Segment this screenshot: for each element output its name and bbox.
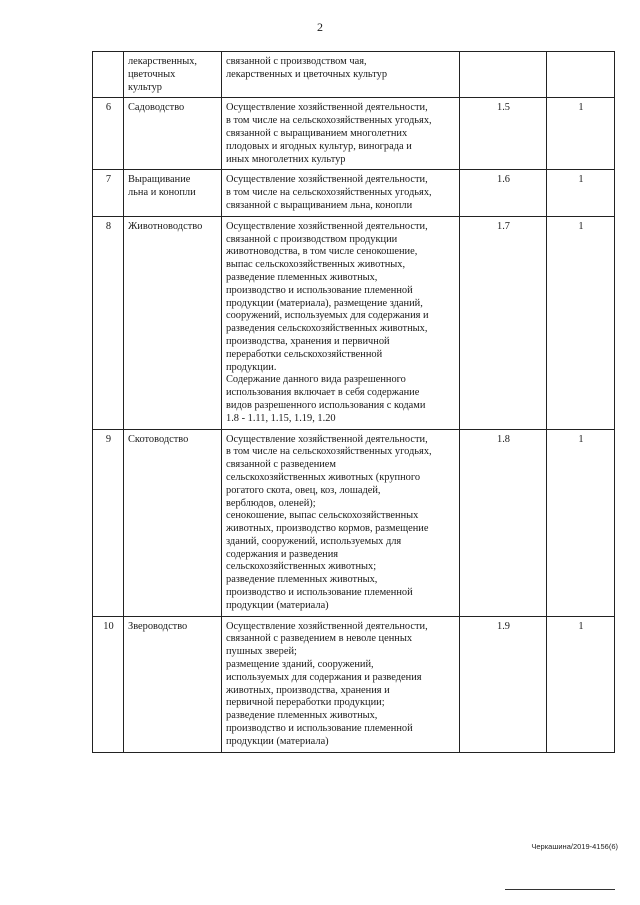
description-line: связанной с производством чая, [226,56,367,67]
description-line: продукции (материала), размещение зданий, [226,297,423,309]
description-line: связанной с разведением в неволе ценных [226,633,413,645]
description-line: сельскохозяйственных животных; [226,561,377,573]
description-line: связанной с выращиванием многолетних [226,127,408,139]
use-type-name-cell [124,52,222,98]
description-line: в том числе на сельскохозяйственных угодьях, [226,115,432,127]
description-line: пушных зверей; [226,646,297,658]
table-row [93,616,615,752]
use-type-description-cell [222,98,460,170]
use-type-name-cell [124,429,222,616]
count-cell: 1 [547,429,615,616]
description-line: плодовых и ягодных культур, винограда и [226,140,412,152]
count-cell [547,52,615,98]
row-number-cell: 10 [93,616,124,752]
description-line: сельскохозяйственных животных (крупного [226,471,421,483]
description-line: Осуществление хозяйственной деятельности, [226,174,428,186]
use-type-name-cell [124,170,222,216]
description-line: Осуществление хозяйственной деятельности, [226,102,428,114]
use-type-description-cell [222,52,460,98]
row-number-cell: 6 [93,98,124,170]
description-line: разведение племенных животных, [226,710,378,722]
classifier-code-cell: 1.9 [460,616,547,752]
use-type-name-line: Звероводство [128,620,188,632]
description-line: связанной с разведением [226,459,336,471]
use-type-name-line: Животноводство [128,220,203,232]
table-row [93,429,615,616]
description-line: сооружений, используемых для содержания и [226,310,429,322]
description-line: в том числе на сельскохозяйственных угодьях, [226,446,432,458]
description-line: 1.8 - 1.11, 1.15, 1.19, 1.20 [226,412,336,424]
classifier-code-cell: 1.7 [460,216,547,429]
description-line: животных, производства, хранения и [226,684,390,696]
description-line: производство и использование племенной [226,284,413,296]
description-line: первичной переработки продукции; [226,697,385,709]
use-type-description-cell [222,429,460,616]
classifier-code-cell [460,52,547,98]
description-line: производства, хранения и первичной [226,335,390,347]
row-number-cell: 8 [93,216,124,429]
classifier-code-cell: 1.6 [460,170,547,216]
table-row [93,52,615,98]
count-cell: 1 [547,170,615,216]
description-line: разведение племенных животных, [226,574,378,586]
row-number-cell [93,52,124,98]
use-type-description-cell [222,170,460,216]
footer-divider [505,889,615,890]
description-line: продукции (материала) [226,735,329,747]
description-line: видов разрешенного использования с кодами [226,399,426,411]
use-type-name-line: Выращивание [128,174,191,186]
document-reference: Черкашина/2019-4156(6) [531,842,618,851]
use-type-name-line: культур [128,81,162,93]
use-type-description-cell [222,216,460,429]
description-line: в том числе на сельскохозяйственных угодьях, [226,187,432,199]
description-line: используемых для содержания и разведения [226,671,422,683]
use-type-name-line: цветочных [128,68,176,80]
table-row [93,170,615,216]
use-type-description-cell [222,616,460,752]
description-line: содержания и разведения [226,548,339,560]
count-cell: 1 [547,216,615,429]
row-number-cell: 7 [93,170,124,216]
description-line: связанной с производством продукции [226,233,398,245]
description-line: животноводства, в том числе сенокошение, [226,246,418,258]
description-line: переработки сельскохозяйственной [226,348,383,360]
description-line: Осуществление хозяйственной деятельности, [226,433,428,445]
use-type-name-cell [124,616,222,752]
description-line: иных многолетних культур [226,153,346,165]
description-line: верблюдов, оленей); [226,497,316,509]
classifier-code-cell: 1.8 [460,429,547,616]
use-type-name-line: льна и конопли [128,187,196,199]
table-row [93,216,615,429]
use-type-name-line: Садоводство [128,102,185,114]
description-line: связанной с выращиванием льна, конопли [226,199,413,211]
description-line: зданий, сооружений, используемых для [226,535,402,547]
description-line: разведения сельскохозяйственных животных, [226,323,428,335]
table-row [93,98,615,170]
description-line: разведение племенных животных, [226,271,378,283]
use-type-name-line: Скотоводство [128,433,189,445]
classifier-code-cell: 1.5 [460,98,547,170]
table-body [93,52,615,753]
description-line: продукции (материала) [226,599,329,611]
count-cell: 1 [547,98,615,170]
description-line: рогатого скота, овец, коз, лошадей, [226,484,381,496]
use-type-name-cell [124,216,222,429]
description-line: использования включает в себя содержание [226,387,420,399]
description-line: размещение зданий, сооружений, [226,659,374,671]
description-line: Содержание данного вида разрешенного [226,374,406,386]
description-line: продукции. [226,361,277,373]
row-number-cell: 9 [93,429,124,616]
use-type-name-line: лекарственных, [128,56,198,67]
count-cell: 1 [547,616,615,752]
land-use-table [92,51,615,753]
description-line: производство и использование племенной [226,723,413,735]
description-line: Осуществление хозяйственной деятельности, [226,620,428,632]
use-type-name-cell [124,98,222,170]
description-line: Осуществление хозяйственной деятельности, [226,220,428,232]
description-line: выпас сельскохозяйственных животных, [226,259,406,271]
description-line: производство и использование племенной [226,587,413,599]
page-number: 2 [317,20,323,34]
description-line: лекарственных и цветочных культур [226,68,388,80]
description-line: сенокошение, выпас сельскохозяйственных [226,510,419,522]
description-line: животных, производство кормов, размещение [226,523,429,535]
